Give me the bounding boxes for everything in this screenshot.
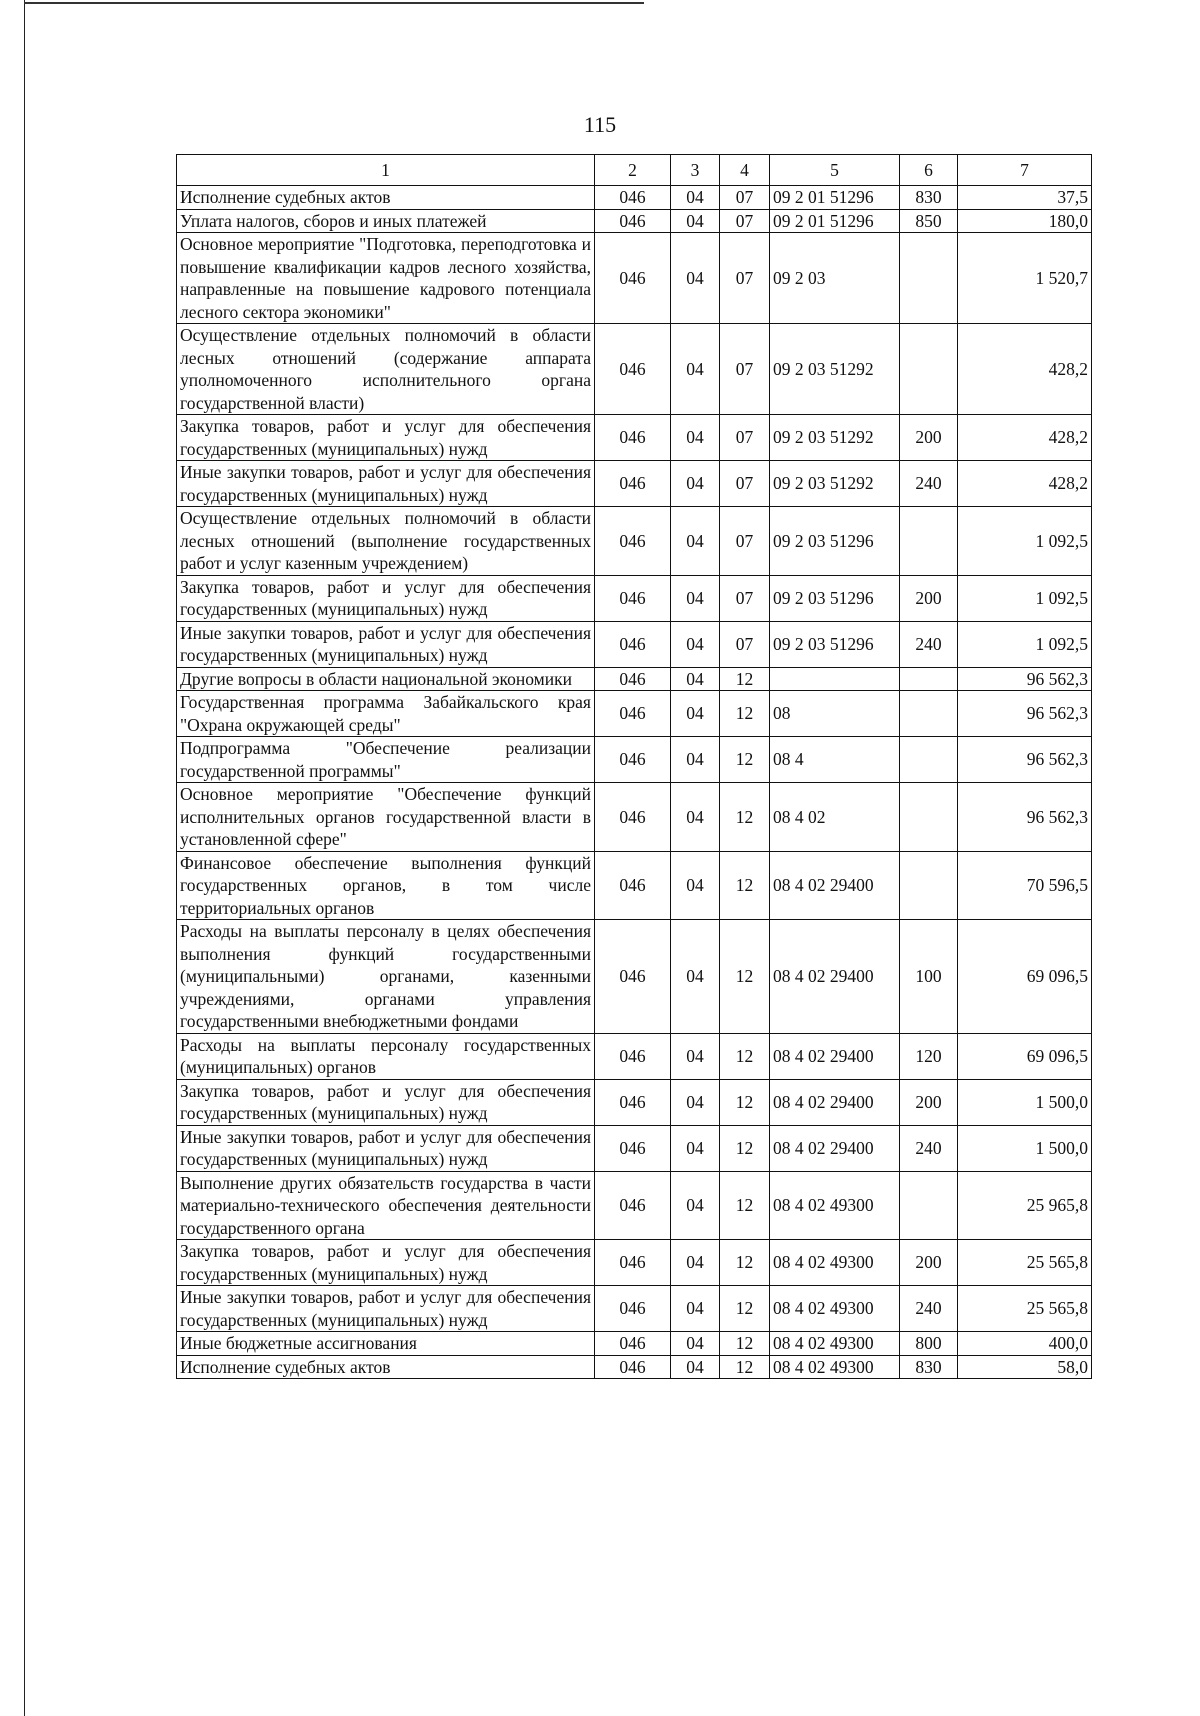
row-name-cell: Государственная программа Забайкальского края "Охрана окружающей среды" xyxy=(177,691,595,737)
admin-code-cell: 046 xyxy=(595,1332,671,1356)
expense-type-cell xyxy=(900,233,958,324)
column-header: 2 xyxy=(595,155,671,186)
expense-type-cell xyxy=(900,783,958,852)
admin-code-cell: 046 xyxy=(595,1355,671,1379)
admin-code-cell: 046 xyxy=(595,233,671,324)
subsection-cell: 07 xyxy=(720,507,770,576)
subsection-cell: 12 xyxy=(720,920,770,1034)
row-name-cell: Закупка товаров, работ и услуг для обеспечения государственных (муниципальных) нужд xyxy=(177,415,595,461)
table-row xyxy=(177,575,1092,621)
section-cell: 04 xyxy=(671,233,720,324)
amount-cell: 70 596,5 xyxy=(958,851,1092,920)
target-article-cell: 09 2 03 51292 xyxy=(770,415,900,461)
table-row xyxy=(177,1286,1092,1332)
target-article-cell: 08 xyxy=(770,691,900,737)
admin-code-cell: 046 xyxy=(595,575,671,621)
table-row xyxy=(177,461,1092,507)
target-article-cell: 08 4 02 29400 xyxy=(770,1079,900,1125)
subsection-cell: 07 xyxy=(720,186,770,210)
table-row xyxy=(177,507,1092,576)
target-article-cell: 09 2 03 51296 xyxy=(770,575,900,621)
amount-cell: 69 096,5 xyxy=(958,1033,1092,1079)
amount-cell: 25 565,8 xyxy=(958,1286,1092,1332)
expense-type-cell: 200 xyxy=(900,1240,958,1286)
section-cell: 04 xyxy=(671,1286,720,1332)
expense-type-cell xyxy=(900,667,958,691)
amount-cell: 25 565,8 xyxy=(958,1240,1092,1286)
amount-cell: 1 092,5 xyxy=(958,575,1092,621)
column-header: 4 xyxy=(720,155,770,186)
table-row xyxy=(177,186,1092,210)
expense-type-cell: 240 xyxy=(900,621,958,667)
target-article-cell: 09 2 03 xyxy=(770,233,900,324)
expense-type-cell: 830 xyxy=(900,186,958,210)
table-row xyxy=(177,1171,1092,1240)
admin-code-cell: 046 xyxy=(595,415,671,461)
subsection-cell: 12 xyxy=(720,1355,770,1379)
amount-cell: 400,0 xyxy=(958,1332,1092,1356)
table-row xyxy=(177,920,1092,1034)
amount-cell: 69 096,5 xyxy=(958,920,1092,1034)
row-name-cell: Иные закупки товаров, работ и услуг для обеспечения государственных (муниципальных) нужд xyxy=(177,1125,595,1171)
subsection-cell: 12 xyxy=(720,737,770,783)
admin-code-cell: 046 xyxy=(595,1033,671,1079)
column-header: 1 xyxy=(177,155,595,186)
table-row xyxy=(177,1125,1092,1171)
section-cell: 04 xyxy=(671,1171,720,1240)
amount-cell: 1 520,7 xyxy=(958,233,1092,324)
expense-type-cell: 120 xyxy=(900,1033,958,1079)
subsection-cell: 07 xyxy=(720,324,770,415)
amount-cell: 96 562,3 xyxy=(958,783,1092,852)
admin-code-cell: 046 xyxy=(595,1079,671,1125)
row-name-cell: Иные закупки товаров, работ и услуг для обеспечения государственных (муниципальных) нужд xyxy=(177,461,595,507)
admin-code-cell: 046 xyxy=(595,621,671,667)
row-name-cell: Иные бюджетные ассигнования xyxy=(177,1332,595,1356)
table-row xyxy=(177,324,1092,415)
admin-code-cell: 046 xyxy=(595,1286,671,1332)
section-cell: 04 xyxy=(671,1079,720,1125)
expense-type-cell: 800 xyxy=(900,1332,958,1356)
table-row xyxy=(177,783,1092,852)
admin-code-cell: 046 xyxy=(595,461,671,507)
section-cell: 04 xyxy=(671,667,720,691)
subsection-cell: 12 xyxy=(720,851,770,920)
row-name-cell: Исполнение судебных актов xyxy=(177,186,595,210)
column-header: 5 xyxy=(770,155,900,186)
target-article-cell: 08 4 02 49300 xyxy=(770,1332,900,1356)
section-cell: 04 xyxy=(671,1332,720,1356)
section-cell: 04 xyxy=(671,920,720,1034)
section-cell: 04 xyxy=(671,415,720,461)
section-cell: 04 xyxy=(671,209,720,233)
admin-code-cell: 046 xyxy=(595,186,671,210)
subsection-cell: 12 xyxy=(720,783,770,852)
amount-cell: 96 562,3 xyxy=(958,737,1092,783)
expense-type-cell xyxy=(900,851,958,920)
admin-code-cell: 046 xyxy=(595,209,671,233)
expense-type-cell xyxy=(900,324,958,415)
subsection-cell: 12 xyxy=(720,691,770,737)
subsection-cell: 12 xyxy=(720,1286,770,1332)
row-name-cell: Основное мероприятие "Обеспечение функций исполнительных органов государственной власти в установленной сфере" xyxy=(177,783,595,852)
section-cell: 04 xyxy=(671,621,720,667)
row-name-cell: Закупка товаров, работ и услуг для обеспечения государственных (муниципальных) нужд xyxy=(177,575,595,621)
section-cell: 04 xyxy=(671,783,720,852)
expense-type-cell: 240 xyxy=(900,461,958,507)
expense-type-cell xyxy=(900,1171,958,1240)
target-article-cell: 08 4 02 29400 xyxy=(770,920,900,1034)
target-article-cell: 08 4 02 29400 xyxy=(770,851,900,920)
expense-type-cell: 200 xyxy=(900,575,958,621)
table-row xyxy=(177,209,1092,233)
section-cell: 04 xyxy=(671,737,720,783)
amount-cell: 1 092,5 xyxy=(958,507,1092,576)
column-header: 7 xyxy=(958,155,1092,186)
amount-cell: 1 500,0 xyxy=(958,1125,1092,1171)
expense-type-cell: 200 xyxy=(900,415,958,461)
table-row xyxy=(177,851,1092,920)
admin-code-cell: 046 xyxy=(595,737,671,783)
table-row xyxy=(177,1033,1092,1079)
row-name-cell: Исполнение судебных актов xyxy=(177,1355,595,1379)
expense-type-cell xyxy=(900,507,958,576)
target-article-cell: 08 4 02 29400 xyxy=(770,1033,900,1079)
section-cell: 04 xyxy=(671,1033,720,1079)
row-name-cell: Расходы на выплаты персоналу в целях обеспечения выполнения функций государственными (муниципальными) органами, казенными учреждениями, органами управления государственными внебюджетными фондами xyxy=(177,920,595,1034)
target-article-cell: 08 4 02 49300 xyxy=(770,1240,900,1286)
amount-cell: 96 562,3 xyxy=(958,691,1092,737)
subsection-cell: 12 xyxy=(720,667,770,691)
target-article-cell: 08 4 xyxy=(770,737,900,783)
admin-code-cell: 046 xyxy=(595,783,671,852)
row-name-cell: Иные закупки товаров, работ и услуг для обеспечения государственных (муниципальных) нужд xyxy=(177,621,595,667)
table-row xyxy=(177,667,1092,691)
subsection-cell: 07 xyxy=(720,575,770,621)
target-article-cell: 08 4 02 49300 xyxy=(770,1171,900,1240)
row-name-cell: Осуществление отдельных полномочий в области лесных отношений (выполнение государственных работ и услуг казенным учреждением) xyxy=(177,507,595,576)
table-row xyxy=(177,233,1092,324)
row-name-cell: Финансовое обеспечение выполнения функций государственных органов, в том числе территориальных органов xyxy=(177,851,595,920)
section-cell: 04 xyxy=(671,507,720,576)
admin-code-cell: 046 xyxy=(595,667,671,691)
target-article-cell: 09 2 01 51296 xyxy=(770,209,900,233)
section-cell: 04 xyxy=(671,691,720,737)
amount-cell: 58,0 xyxy=(958,1355,1092,1379)
target-article-cell: 09 2 03 51292 xyxy=(770,324,900,415)
subsection-cell: 12 xyxy=(720,1240,770,1286)
row-name-cell: Закупка товаров, работ и услуг для обеспечения государственных (муниципальных) нужд xyxy=(177,1240,595,1286)
admin-code-cell: 046 xyxy=(595,324,671,415)
admin-code-cell: 046 xyxy=(595,1125,671,1171)
admin-code-cell: 046 xyxy=(595,851,671,920)
expense-type-cell: 240 xyxy=(900,1286,958,1332)
row-name-cell: Осуществление отдельных полномочий в области лесных отношений (содержание аппарата уполномоченного исполнительного органа государственной власти) xyxy=(177,324,595,415)
table-row xyxy=(177,691,1092,737)
column-header: 6 xyxy=(900,155,958,186)
row-name-cell: Выполнение других обязательств государства в части материально-технического обеспечения деятельности государственного органа xyxy=(177,1171,595,1240)
subsection-cell: 12 xyxy=(720,1125,770,1171)
section-cell: 04 xyxy=(671,1125,720,1171)
row-name-cell: Подпрограмма "Обеспечение реализации государственной программы" xyxy=(177,737,595,783)
row-name-cell: Расходы на выплаты персоналу государственных (муниципальных) органов xyxy=(177,1033,595,1079)
target-article-cell: 09 2 01 51296 xyxy=(770,186,900,210)
target-article-cell: 09 2 03 51296 xyxy=(770,621,900,667)
table-body xyxy=(177,186,1092,1379)
column-header: 3 xyxy=(671,155,720,186)
subsection-cell: 07 xyxy=(720,415,770,461)
subsection-cell: 07 xyxy=(720,621,770,667)
subsection-cell: 12 xyxy=(720,1079,770,1125)
admin-code-cell: 046 xyxy=(595,691,671,737)
admin-code-cell: 046 xyxy=(595,507,671,576)
amount-cell: 180,0 xyxy=(958,209,1092,233)
subsection-cell: 12 xyxy=(720,1332,770,1356)
admin-code-cell: 046 xyxy=(595,1240,671,1286)
table-row xyxy=(177,737,1092,783)
amount-cell: 428,2 xyxy=(958,461,1092,507)
target-article-cell: 08 4 02 49300 xyxy=(770,1286,900,1332)
subsection-cell: 07 xyxy=(720,209,770,233)
subsection-cell: 07 xyxy=(720,233,770,324)
amount-cell: 1 500,0 xyxy=(958,1079,1092,1125)
page-number: 115 xyxy=(583,112,617,137)
amount-cell: 96 562,3 xyxy=(958,667,1092,691)
expense-type-cell: 830 xyxy=(900,1355,958,1379)
section-cell: 04 xyxy=(671,1355,720,1379)
table-row xyxy=(177,1079,1092,1125)
amount-cell: 37,5 xyxy=(958,186,1092,210)
target-article-cell: 08 4 02 49300 xyxy=(770,1355,900,1379)
admin-code-cell: 046 xyxy=(595,920,671,1034)
table-row xyxy=(177,415,1092,461)
subsection-cell: 12 xyxy=(720,1033,770,1079)
expense-type-cell xyxy=(900,691,958,737)
table-row xyxy=(177,621,1092,667)
target-article-cell: 09 2 03 51292 xyxy=(770,461,900,507)
target-article-cell: 08 4 02 xyxy=(770,783,900,852)
amount-cell: 1 092,5 xyxy=(958,621,1092,667)
table-row xyxy=(177,1332,1092,1356)
table-header-row xyxy=(177,155,1092,186)
target-article-cell: 09 2 03 51296 xyxy=(770,507,900,576)
expense-type-cell: 200 xyxy=(900,1079,958,1125)
expense-type-cell: 240 xyxy=(900,1125,958,1171)
amount-cell: 428,2 xyxy=(958,324,1092,415)
section-cell: 04 xyxy=(671,575,720,621)
row-name-cell: Уплата налогов, сборов и иных платежей xyxy=(177,209,595,233)
scan-top-edge xyxy=(24,2,644,4)
section-cell: 04 xyxy=(671,186,720,210)
subsection-cell: 12 xyxy=(720,1171,770,1240)
row-name-cell: Закупка товаров, работ и услуг для обеспечения государственных (муниципальных) нужд xyxy=(177,1079,595,1125)
table-row xyxy=(177,1240,1092,1286)
section-cell: 04 xyxy=(671,324,720,415)
scan-left-edge xyxy=(24,0,25,1716)
section-cell: 04 xyxy=(671,461,720,507)
table-row xyxy=(177,1355,1092,1379)
target-article-cell xyxy=(770,667,900,691)
expense-type-cell xyxy=(900,737,958,783)
section-cell: 04 xyxy=(671,851,720,920)
amount-cell: 25 965,8 xyxy=(958,1171,1092,1240)
target-article-cell: 08 4 02 29400 xyxy=(770,1125,900,1171)
amount-cell: 428,2 xyxy=(958,415,1092,461)
admin-code-cell: 046 xyxy=(595,1171,671,1240)
section-cell: 04 xyxy=(671,1240,720,1286)
row-name-cell: Основное мероприятие "Подготовка, переподготовка и повышение квалификации кадров лесного хозяйства, направленные на повышение кадрового потенциала лесного сектора экономики" xyxy=(177,233,595,324)
expense-type-cell: 100 xyxy=(900,920,958,1034)
subsection-cell: 07 xyxy=(720,461,770,507)
budget-table xyxy=(176,154,1092,1379)
row-name-cell: Иные закупки товаров, работ и услуг для обеспечения государственных (муниципальных) нужд xyxy=(177,1286,595,1332)
row-name-cell: Другие вопросы в области национальной экономики xyxy=(177,667,595,691)
expense-type-cell: 850 xyxy=(900,209,958,233)
